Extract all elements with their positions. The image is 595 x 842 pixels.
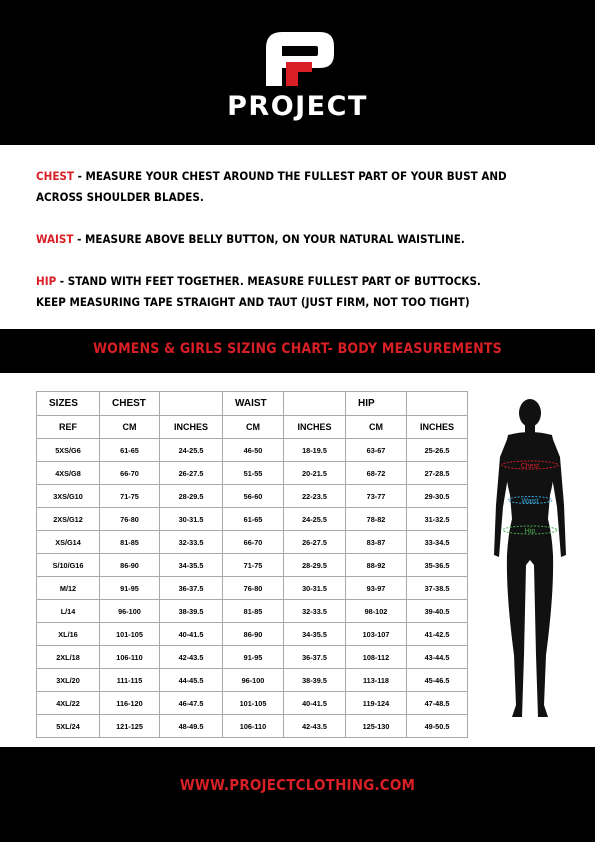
table-cell: 81-85 <box>100 531 160 554</box>
table-cell: 5XL/24 <box>37 715 100 738</box>
table-cell: XS/G14 <box>37 531 100 554</box>
table-cell: 81-85 <box>223 600 284 623</box>
size-table <box>36 391 468 738</box>
table-cell: 78-82 <box>346 508 407 531</box>
table-row <box>37 462 468 485</box>
table-cell: 42-43.5 <box>160 646 223 669</box>
table-cell: 44-45.5 <box>160 669 223 692</box>
table-cell: 103-107 <box>346 623 407 646</box>
table-cell: INCHES <box>407 416 468 439</box>
project-logo-icon <box>260 30 336 86</box>
table-cell: 2XL/18 <box>37 646 100 669</box>
table-cell: 36-37.5 <box>160 577 223 600</box>
table-cell: 66-70 <box>223 531 284 554</box>
table-row <box>37 692 468 715</box>
table-cell: S/10/G16 <box>37 554 100 577</box>
body-silhouette <box>490 395 570 725</box>
table-cell: 33-34.5 <box>407 531 468 554</box>
table-cell: 56-60 <box>223 485 284 508</box>
table-cell: CHEST <box>100 392 160 416</box>
table-cell: 93-97 <box>346 577 407 600</box>
table-cell: 96-100 <box>223 669 284 692</box>
table-cell: 108-112 <box>346 646 407 669</box>
table-cell: 91-95 <box>223 646 284 669</box>
table-cell: 111-115 <box>100 669 160 692</box>
table-row <box>37 600 468 623</box>
table-cell: 4XL/22 <box>37 692 100 715</box>
table-cell: 73-77 <box>346 485 407 508</box>
table-cell: 71-75 <box>100 485 160 508</box>
table-row <box>37 623 468 646</box>
table-cell: 47-48.5 <box>407 692 468 715</box>
waist-label: Waist <box>521 498 539 505</box>
table-subheader-row <box>37 416 468 439</box>
table-cell: 35-36.5 <box>407 554 468 577</box>
table-row <box>37 485 468 508</box>
table-cell: 40-41.5 <box>160 623 223 646</box>
table-cell: 119-124 <box>346 692 407 715</box>
table-row <box>37 577 468 600</box>
table-cell: 37-38.5 <box>407 577 468 600</box>
table-cell: 63-67 <box>346 439 407 462</box>
table-cell <box>407 392 468 416</box>
table-row <box>37 508 468 531</box>
table-cell: 106-110 <box>223 715 284 738</box>
table-cell: 24-25.5 <box>160 439 223 462</box>
table-cell: 51-55 <box>223 462 284 485</box>
table-cell: 20-21.5 <box>284 462 346 485</box>
table-cell: 76-80 <box>100 508 160 531</box>
table-cell: 46-47.5 <box>160 692 223 715</box>
table-cell: 24-25.5 <box>284 508 346 531</box>
table-row <box>37 715 468 738</box>
table-cell: 101-105 <box>223 692 284 715</box>
table-cell: 46-50 <box>223 439 284 462</box>
table-cell: 66-70 <box>100 462 160 485</box>
table-cell: 28-29.5 <box>284 554 346 577</box>
table-row <box>37 439 468 462</box>
table-cell: 125-130 <box>346 715 407 738</box>
measurement-instructions <box>36 166 524 313</box>
table-cell: 30-31.5 <box>160 508 223 531</box>
table-cell: 4XS/G8 <box>37 462 100 485</box>
table-cell: 2XS/G12 <box>37 508 100 531</box>
table-cell: 68-72 <box>346 462 407 485</box>
table-row <box>37 669 468 692</box>
table-cell: REF <box>37 416 100 439</box>
table-cell: 106-110 <box>100 646 160 669</box>
table-cell: CM <box>223 416 284 439</box>
hip-term: HIP <box>36 275 57 288</box>
waist-instruction: WAIST - MEASURE ABOVE BELLY BUTTON, ON YOUR NATURAL WAISTLINE. <box>36 233 465 246</box>
table-cell: 3XS/G10 <box>37 485 100 508</box>
table-cell: 26-27.5 <box>284 531 346 554</box>
waist-term: WAIST <box>36 233 74 246</box>
table-cell: 42-43.5 <box>284 715 346 738</box>
table-cell: 113-118 <box>346 669 407 692</box>
table-cell: 71-75 <box>223 554 284 577</box>
table-cell: 3XL/20 <box>37 669 100 692</box>
hip-instruction: HIP - STAND WITH FEET TOGETHER. MEASURE FULLEST PART OF BUTTOCKS. KEEP MEASURING TAPE STRAIGHT AND TAUT (JUST FIRM, NOT TOO TIGHT) <box>36 275 481 309</box>
table-cell: L/14 <box>37 600 100 623</box>
table-cell: 22-23.5 <box>284 485 346 508</box>
table-cell: 38-39.5 <box>284 669 346 692</box>
table-cell: INCHES <box>160 416 223 439</box>
table-cell: 32-33.5 <box>160 531 223 554</box>
chest-instruction: CHEST - MEASURE YOUR CHEST AROUND THE FULLEST PART OF YOUR BUST AND ACROSS SHOULDER BLADES. <box>36 170 507 204</box>
table-cell <box>160 392 223 416</box>
table-cell: 41-42.5 <box>407 623 468 646</box>
table-cell <box>284 392 346 416</box>
table-cell: 32-33.5 <box>284 600 346 623</box>
table-cell: 43-44.5 <box>407 646 468 669</box>
table-cell: 30-31.5 <box>284 577 346 600</box>
table-cell: 45-46.5 <box>407 669 468 692</box>
table-cell: M/12 <box>37 577 100 600</box>
table-cell: 18-19.5 <box>284 439 346 462</box>
table-cell: HIP <box>346 392 407 416</box>
table-cell: 116-120 <box>100 692 160 715</box>
table-cell: SIZES <box>37 392 100 416</box>
table-cell: XL/16 <box>37 623 100 646</box>
table-cell: 61-65 <box>223 508 284 531</box>
footer-bar <box>0 747 595 842</box>
table-cell: 98-102 <box>346 600 407 623</box>
table-cell: 34-35.5 <box>284 623 346 646</box>
table-cell: 5XS/G6 <box>37 439 100 462</box>
chest-term: CHEST <box>36 170 75 183</box>
table-cell: 25-26.5 <box>407 439 468 462</box>
table-cell: 76-80 <box>223 577 284 600</box>
table-cell: 26-27.5 <box>160 462 223 485</box>
table-cell: 34-35.5 <box>160 554 223 577</box>
table-cell: INCHES <box>284 416 346 439</box>
table-row <box>37 646 468 669</box>
chest-label: Chest <box>520 463 540 470</box>
hip-label: Hip <box>524 528 536 535</box>
chart-title: WOMENS & GIRLS SIZING CHART- BODY MEASUREMENTS <box>93 341 502 357</box>
table-cell: 27-28.5 <box>407 462 468 485</box>
table-cell: 101-105 <box>100 623 160 646</box>
table-cell: 29-30.5 <box>407 485 468 508</box>
table-header-row <box>37 392 468 416</box>
table-cell: CM <box>346 416 407 439</box>
table-cell: 40-41.5 <box>284 692 346 715</box>
table-cell: 86-90 <box>100 554 160 577</box>
table-cell: 28-29.5 <box>160 485 223 508</box>
table-cell: CM <box>100 416 160 439</box>
table-cell: 88-92 <box>346 554 407 577</box>
table-cell: 96-100 <box>100 600 160 623</box>
table-row <box>37 531 468 554</box>
website-link[interactable]: WWW.PROJECTCLOTHING.COM <box>179 776 416 794</box>
table-cell: 49-50.5 <box>407 715 468 738</box>
table-cell: 38-39.5 <box>160 600 223 623</box>
table-cell: 83-87 <box>346 531 407 554</box>
table-cell: 86-90 <box>223 623 284 646</box>
table-cell: 91-95 <box>100 577 160 600</box>
table-cell: 39-40.5 <box>407 600 468 623</box>
table-cell: 61-65 <box>100 439 160 462</box>
table-cell: 36-37.5 <box>284 646 346 669</box>
table-cell: 31-32.5 <box>407 508 468 531</box>
brand-name: PROJECT <box>227 91 368 122</box>
table-row <box>37 554 468 577</box>
table-cell: WAIST <box>223 392 284 416</box>
table-cell: 48-49.5 <box>160 715 223 738</box>
table-cell: 121-125 <box>100 715 160 738</box>
